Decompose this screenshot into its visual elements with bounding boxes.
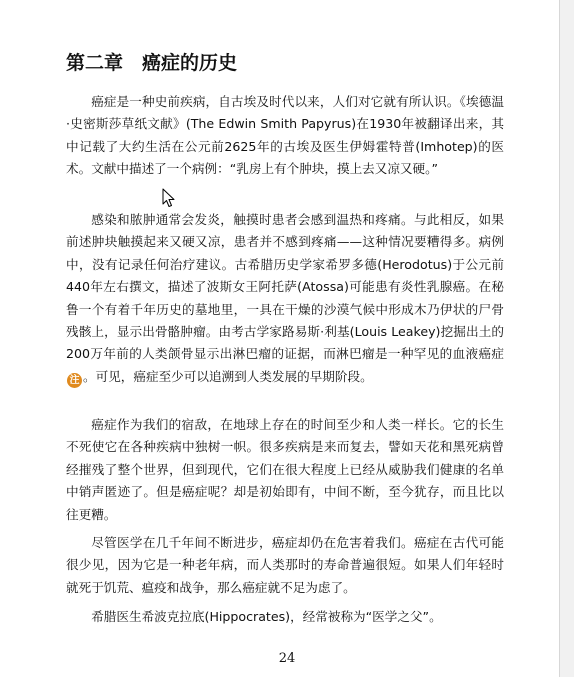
scrollbar-track[interactable] [559, 0, 574, 677]
paragraph-2-text-end: 。可见，癌症至少可以追溯到人类发展的早期阶段。 [83, 368, 373, 384]
footnote-marker[interactable]: 注 [67, 373, 82, 388]
paragraph-1-text: 癌症是一种史前疾病，自古埃及时代以来，人们对它就有所认识。《埃德温·史密斯莎草纸文献》(The Edwin Smith Papyrus)在1930年被翻译出来，其中记载了大约生活在公元前2625年的古埃及医生伊姆霍特普(Imhotep)的医术。文献中描述了一个病例：“乳房上有个肿块，摸上去又凉又硬。” [66, 94, 504, 177]
paragraph-3-text: 癌症作为我们的宿敌，在地球上存在的时间至少和人类一样长。它的长生不死使它在各种疾病中独树一帜。很多疾病是来而复去，譬如天花和黑死病曾经摧残了整个世界，但到现代，它们在很大程度上已经从威胁我们健康的名单中销声匿迹了。但是癌症呢？却是初始即有，中间不断，至今犹存，而且比以往更糟。 [66, 417, 504, 522]
page-number: 24 [278, 651, 296, 666]
paragraph-5 [66, 606, 504, 628]
paragraph-5-text: 希腊医生希波克拉底(Hippocrates)，经常被称为“医学之父”。 [91, 609, 442, 624]
mouse-pointer-icon [162, 188, 176, 208]
paragraph-1 [66, 91, 504, 181]
paragraph-3 [66, 414, 504, 526]
paragraph-4 [66, 532, 504, 599]
chapter-title: 第二章 癌症的历史 [66, 52, 238, 74]
paragraph-2-text: 感染和脓肿通常会发炎，触摸时患者会感到温热和疼痛。与此相反，如果前述肿块触摸起来又硬又凉，患者并不感到疼痛——这种情况要糟得多。病例中，没有记录任何治疗建议。古希腊历史学家希罗多德(Herodotus)于公元前440年左右撰文，描述了波斯女王阿托萨(Atossa)可能患有炎性乳腺癌。在秘鲁一个有着千年历史的墓地里，一具在干燥的沙漠气候中形成木乃伊状的尸骨残骸上，显示出骨骼肿瘤。由考古学家路易斯·利基(Louis Leakey)挖掘出土的200万年前的人类颌骨显示出淋巴瘤的证据，而淋巴瘤是一种罕见的血液癌症 [66, 212, 504, 362]
paragraph-4-text: 尽管医学在几千年间不断进步，癌症却仍在危害着我们。癌症在古代可能很少见，因为它是一种老年病，而人类那时的寿命普遍很短。如果人们年轻时就死于饥荒、瘟疫和战争，那么癌症就不足为虑了。 [66, 535, 504, 595]
paragraph-2 [66, 209, 504, 388]
